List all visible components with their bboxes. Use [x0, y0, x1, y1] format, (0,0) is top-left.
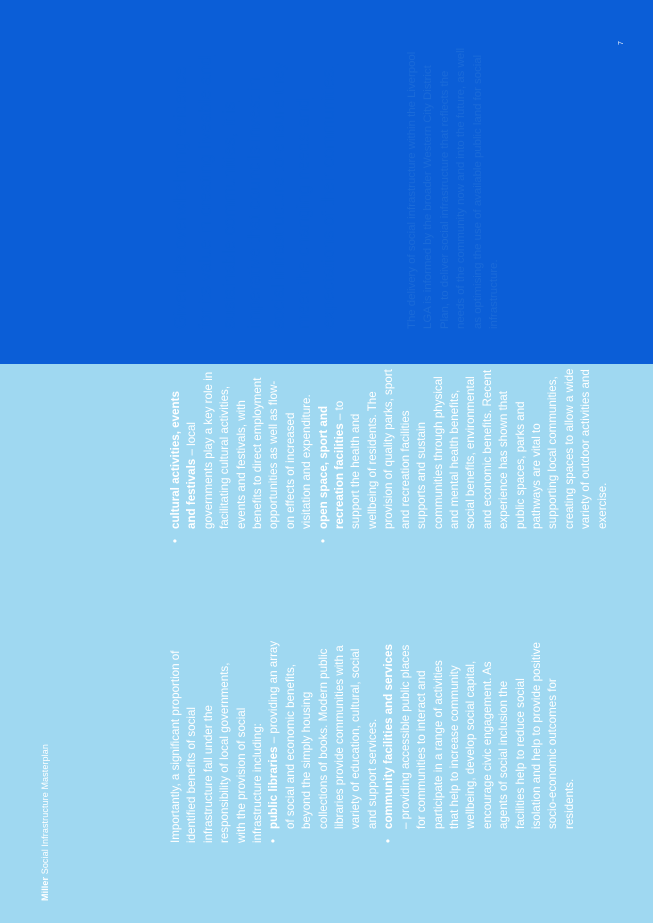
- list-item-term: open space, sport and recreation facilities: [316, 405, 347, 529]
- header-title: Social Infrastructure Masterplan: [40, 744, 50, 875]
- list-item-text: – to support the health and wellbeing of residents. The provision of quality parks, sport and recreation facilities supports and sustain communities through physical and mental health benefits, social benefits, environmental and economic benefits. Recent experience has shown that public spaces, parks and pathways are vital to supporting local communities, creating spaces to allow a wide variety of outdoor activities and exercise.: [333, 368, 609, 529]
- list-item-term: public libraries: [267, 746, 281, 829]
- page-header: [40, 744, 50, 901]
- list-item: [316, 368, 611, 543]
- bullet-list-left: [266, 640, 578, 843]
- list-item: [381, 640, 578, 843]
- list-item: [266, 640, 381, 843]
- callout-paragraph: The delivery of social infrastructure within the Liverpool LGA is informed by the broader Western City District Plan, to deliver social infrastructure that reflects the needs of the community now and into the future, as well as optimising the use of available public land for social infrastructure.: [406, 47, 501, 329]
- intro-paragraph: Importantly, a significant proportion of identified benefits of social infrastructure fall under the responsibility of local governments, with the provision of social infrastructure including:: [169, 650, 265, 843]
- right-text-column: [168, 368, 611, 543]
- list-item-text: – providing an array of social and economic benefits, beyond the simply housing collections of books. Modern public libraries provide communities with a variety of education, cultural, social and support services.: [267, 640, 379, 829]
- pull-quote: Given the overwhelming evidence for its value in creating liveable and sustainable communities, it is imperative that councils invest in social infrastructure to ensure they meet the changing needs and expectations of their communities.: [170, 55, 338, 329]
- list-item: [168, 368, 316, 543]
- list-item-text: – providing accessible public places for communities to interact and participate in a range of activities that help to increase community wellbeing, develop social capital, encourage civic engagement. As agents of social inclusion the facilities help to reduce social isolation and help to provide positive socio-economic outcomes for residents.: [398, 642, 576, 829]
- list-item-text: – local governments play a key role in facilitating cultural activities, events and festivals, with benefits to direct employment opportunities as well as flow-on effects of increased visitation and expenditure.: [185, 371, 314, 529]
- list-item-term: cultural activities, events and festivals: [169, 391, 199, 529]
- page-number: 7: [618, 41, 625, 45]
- bullet-list-right: [168, 368, 611, 543]
- left-text-column: [168, 640, 578, 843]
- list-item-term: community facilities and services: [382, 644, 396, 829]
- header-brand: Miller: [40, 876, 50, 901]
